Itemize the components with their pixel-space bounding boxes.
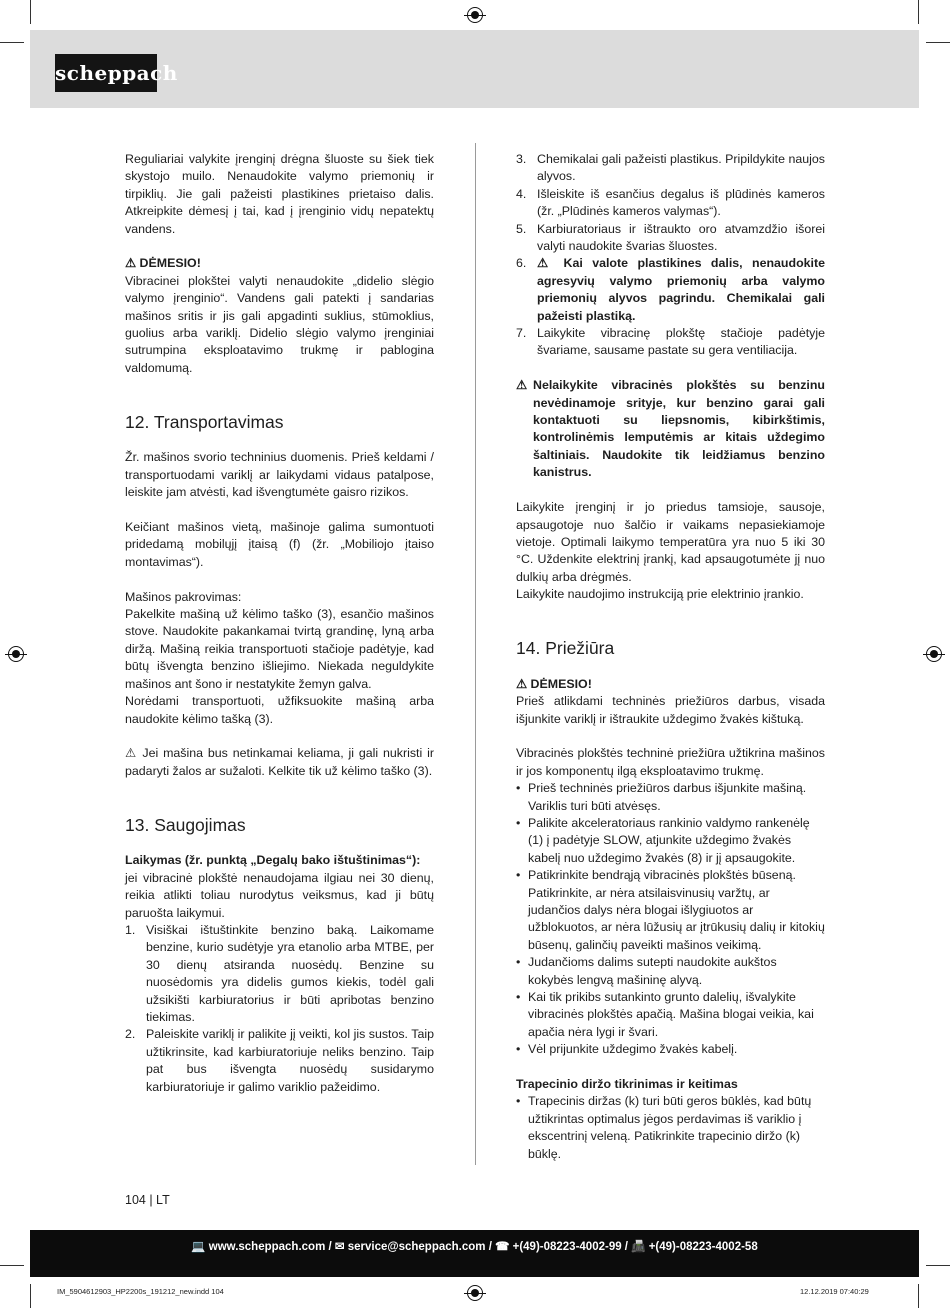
list-item: • Trapecinis diržas (k) turi būti geros būklės, kad būtų užtikrintas optimalus jėgos perdavimas iš variklio į ekscentrinį veleną. Patikrinkite trapecinio diržo (k) būklę. <box>516 1093 825 1163</box>
list-item: 3. Chemikalai gali pažeisti plastikus. Pripildykite naujos alyvos. <box>516 152 825 184</box>
print-slug-date: 12.12.2019 07:40:29 <box>800 1287 869 1296</box>
list-item: • Vėl prijunkite uždegimo žvakės kabelį. <box>516 1041 825 1058</box>
section-13-title: 13. Saugojimas <box>125 814 246 835</box>
registration-mark-icon <box>8 646 24 662</box>
storage-conditions-paragraph: Laikykite įrenginį ir jo priedus tamsioje, sausoje, apsaugotoje nuo šalčio ir vaikams nepasiekiamoje vietoje. Optimali laikymo temperatūra yra nuo 5 iki 30 °C. Uždenkite elektrinį įrankį, kad apsaugotumėte jį nuo dulkių arba drėgmės. <box>516 500 825 584</box>
bullet-icon: • <box>516 815 521 830</box>
list-item: 6. ⚠ Kai valote plastikines dalis, nenaudokite agresyvių valymo priemonių arba valymo priemonių alyvos pagrindu. Chemikalai gali pažeisti plastiką. <box>516 256 825 323</box>
storage-paragraph: jei vibracinė plokštė nenaudojama ilgiau nei 30 dienų, reikia atlikti toliau nurodytus veiksmus, kad ji būtų paruošta laikymui. <box>125 870 434 920</box>
column-divider <box>475 143 476 1165</box>
caution-heading: ⚠ DĖMESIO! <box>516 676 592 691</box>
list-item: • Kai tik prikibs sutankinto grunto dalelių, išvalykite vibracinės plokštės apačią. Mašina blogai veikia, kai apačia nėra lygi ir švari. <box>516 989 825 1041</box>
bullet-icon: • <box>516 1042 521 1057</box>
warning-icon: ⚠ <box>516 378 528 393</box>
storage-steps-list-continued <box>516 151 825 360</box>
caution-heading: ⚠ DĖMESIO! <box>125 256 201 271</box>
list-item: 4. Išleiskite iš esančius degalus iš plūdinės kameros (žr. „Plūdinės kameros valymas“). <box>516 186 825 219</box>
crop-mark <box>918 0 919 24</box>
section-14-title: 14. Priežiūra <box>516 638 615 659</box>
list-item: • Patikrinkite bendrąją vibracinės plokštės būseną. Patikrinkite, ar nėra atsilaisvinusių varžtų, ar judančios dalys nėra blogai išlygiuotos ar užblokuotos, ar nėra lūžusių ar įtrūkusių dalių ir kitokių būsenų, galinčių paveikti mašinos veikimą. <box>516 867 825 954</box>
left-column <box>125 151 434 1096</box>
transport-paragraph-2: Keičiant mašinos vietą, mašinoje galima sumontuoti pridedamą mobilųjį įtaisą (f) (žr. „Mobiliojo įtaiso montavimas“). <box>125 520 434 569</box>
right-column <box>516 151 825 1163</box>
bullet-icon: • <box>516 1094 521 1109</box>
belt-subheading: Trapecinio diržo tikrinimas ir keitimas <box>516 1077 738 1092</box>
storage-subheading: Laikymas (žr. punktą „Degalų bako ištuštinimas“): <box>125 853 421 868</box>
crop-mark <box>30 1284 31 1308</box>
belt-bullet-list <box>516 1093 825 1163</box>
lifting-warning: ⚠ Jei mašina bus netinkamai keliama, ji gali nukristi ir padaryti žalos ar sužaloti. Kelkite tik už kėlimo taško (3). <box>125 746 434 778</box>
registration-mark-icon <box>467 7 483 23</box>
maintenance-paragraph: Vibracinės plokštės techninė priežiūra užtikrina mašinos ir jos komponentų ilgą eksploatavimo trukmę. <box>516 746 825 778</box>
registration-mark-icon <box>926 646 942 662</box>
loading-label: Mašinos pakrovimas: <box>125 589 242 604</box>
list-item: 2. Paleiskite variklį ir palikite jį veikti, kol jis sustos. Taip užtikrinsite, kad karbiuratoriuje neliks benzino. Taip pat bus išvengta nuosėdų susidarymo karbiuratoriuje ir galimo variklio pažeidimo. <box>125 1027 434 1094</box>
caution-text: Vibracinei plokštei valyti nenaudokite „didelio slėgio valymo įrenginio“. Vandens gali patekti į sandarias mašinos sritis ir jis gali apgadinti suklius, stūmoklius, guolius arba variklį. Didelio slėgio valymo įrenginiai sutrumpina eksploatavimo trukmę ir pablogina valdomumą. <box>125 273 434 375</box>
maintenance-bullet-list <box>516 780 825 1059</box>
crop-mark <box>926 42 950 43</box>
storage-steps-list <box>125 922 434 1096</box>
transport-paragraph-4: Norėdami transportuoti, užfiksuokite mašiną arba naudokite kėlimo tašką (3). <box>125 694 434 726</box>
print-slug-file: IM_5904612903_HP2200s_191212_new.indd 104 <box>57 1287 224 1296</box>
crop-mark <box>0 1265 24 1266</box>
bullet-icon: • <box>516 990 521 1005</box>
registration-mark-icon <box>467 1285 483 1301</box>
list-item: 7. Laikykite vibracinę plokštę stačioje padėtyje švariame, sausame pastate su gera ventiliacija. <box>516 326 825 358</box>
list-item: • Palikite akceleratoriaus rankinio valdymo rankenėlę (1) į padėtyje SLOW, atjunkite uždegimo žvakės kabelį nuo uždegimo žvakės (8) ir jį apsaugokite. <box>516 815 825 867</box>
petrol-warning-text: Nelaikykite vibracinės plokštės su benzinu nevėdinamoje srityje, kur benzino garai gali kontaktuoti su liepsnomis, kibirkštimis, kontrolinėmis lemputėmis ar kitais uždegimo šaltiniais. Naudokite tik leidžiamus benzino kanistrus. <box>533 378 825 480</box>
petrol-warning <box>516 377 825 481</box>
bullet-icon: • <box>516 781 521 796</box>
list-item: • Judančioms dalims sutepti naudokite aukštos kokybės lengvą mašininę alyvą. <box>516 954 825 989</box>
bullet-icon: • <box>516 955 521 970</box>
crop-mark <box>0 42 24 43</box>
manual-storage-paragraph: Laikykite naudojimo instrukciją prie elektrinio įrankio. <box>516 587 804 602</box>
loading-paragraph: Pakelkite mašiną už kėlimo taško (3), esančio mašinos stove. Naudokite pakankamai tvirtą grandinę, lyną arba diržą. Mašiną reikia transportuoti stačioje padėtyje, kad būtų išvengta benzino išliejimo. Niekada neguldykite mašinos ant šono ir nestatykite žemyn galva. <box>125 607 434 691</box>
crop-mark <box>918 1284 919 1308</box>
page-number: 104 | LT <box>125 1193 170 1207</box>
caution-text: Prieš atlikdami techninės priežiūros darbus, visada išjunkite variklį ir ištraukite uždegimo žvakės kištuką. <box>516 694 825 726</box>
brand-logo: scheppach <box>55 54 157 92</box>
crop-mark <box>926 1265 950 1266</box>
list-item: • Prieš techninės priežiūros darbus išjunkite mašiną. Variklis turi būti atvėsęs. <box>516 780 825 815</box>
footer-contact-bar: 💻 www.scheppach.com / ✉ service@scheppach.com / ☎ +(49)-08223-4002-99 / 📠 +(49)-08223-4002-58 <box>30 1230 919 1277</box>
crop-mark <box>30 0 31 24</box>
list-item: 5. Karbiuratoriaus ir ištraukto oro atvamzdžio išorei valyti naudokite švarias šluostes. <box>516 221 825 254</box>
transport-paragraph-1: Žr. mašinos svorio techninius duomenis. Prieš keldami / transportuodami variklį ar laikydami vidaus patalpose, leiskite jam atvėsti, kad išvengtumėte gaisro rizikos. <box>125 450 434 500</box>
cleaning-paragraph: Reguliariai valykite įrenginį drėgna šluoste su šiek tiek skystojo muilo. Nenaudokite valymo priemonių ir tirpiklių. Jie gali pažeisti plastikines prietaiso dalis. Atkreipkite dėmesį į tai, kad į įrenginio vidų nepatektų vandens. <box>125 152 434 236</box>
section-12-title: 12. Transportavimas <box>125 412 284 433</box>
list-item: 1. Visiškai ištuštinkite benzino baką. Laikomame benzine, kurio sudėtyje yra etanolio arba MTBE, per 30 dienų atsiranda nuosėdų. Benzine su nuosėdomis yra didelis gumos kiekis, todėl gali užsikišti karbiuratorius ir būti apribotas benzino tiekimas. <box>125 922 434 1024</box>
bullet-icon: • <box>516 868 521 883</box>
